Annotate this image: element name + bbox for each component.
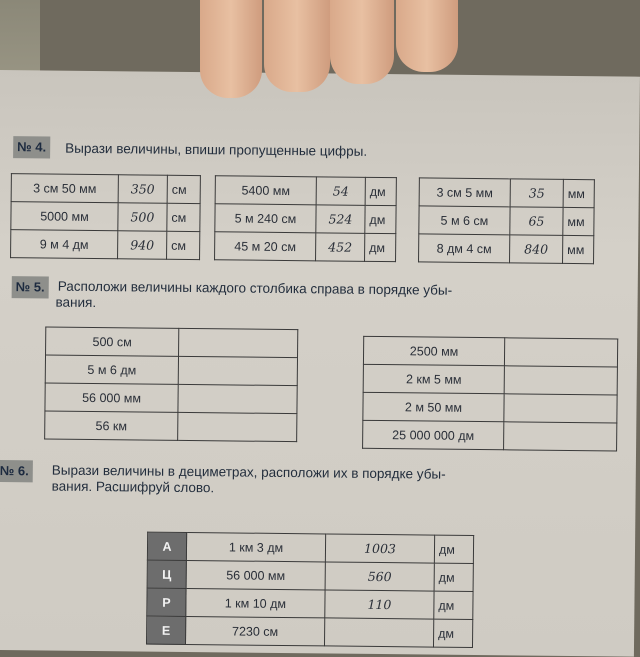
answer-cell[interactable]: 1003 <box>325 534 434 563</box>
table-row <box>45 383 297 414</box>
task5-instruction <box>57 279 452 315</box>
value-cell: 2 км 5 мм <box>363 364 504 393</box>
task6-number: № 6. <box>0 460 33 482</box>
unit-cell: см <box>167 175 200 203</box>
value-cell: 9 м 4 дм <box>11 230 118 259</box>
unit-cell: см <box>167 203 200 231</box>
answer-cell[interactable] <box>324 618 433 647</box>
task6-instruction <box>52 463 446 499</box>
workbook-page <box>0 70 640 657</box>
answer-cell[interactable]: 940 <box>118 231 167 260</box>
value-cell: 5 м 240 см <box>215 204 316 233</box>
answer-cell[interactable]: 560 <box>325 562 434 591</box>
unit-cell: дм <box>365 177 396 205</box>
table-row <box>363 392 617 423</box>
value-cell: 25 000 000 дм <box>363 420 504 449</box>
table-row <box>11 202 200 232</box>
hand-fingers <box>200 0 500 120</box>
value-cell: 2500 мм <box>363 336 504 365</box>
value-cell: 2 м 50 мм <box>363 392 504 421</box>
value-cell: 5400 мм <box>215 176 316 205</box>
answer-cell[interactable] <box>504 366 617 395</box>
answer-cell[interactable] <box>178 412 297 441</box>
value-cell: 56 000 мм <box>45 383 178 412</box>
table-row <box>215 176 396 206</box>
answer-cell[interactable]: 65 <box>510 207 563 236</box>
table-row <box>45 355 297 386</box>
answer-cell[interactable]: 452 <box>316 233 365 262</box>
answer-cell[interactable]: 500 <box>118 203 167 232</box>
table-row <box>45 411 297 442</box>
table-row <box>363 336 617 367</box>
finger <box>200 0 262 98</box>
value-cell: 56 000 мм <box>186 560 325 589</box>
value-cell: 3 см 5 мм <box>419 178 510 207</box>
value-cell: 1 км 10 дм <box>186 588 325 617</box>
unit-cell: мм <box>563 179 594 207</box>
table-row <box>147 532 473 563</box>
task4-table-1 <box>10 173 201 260</box>
finger <box>396 0 458 72</box>
answer-cell[interactable] <box>179 328 298 357</box>
table-row <box>419 178 594 208</box>
unit-cell: дм <box>365 233 396 261</box>
task6-line-2: вания. Расшифруй слово. <box>51 478 215 496</box>
answer-cell[interactable] <box>504 422 617 451</box>
table-row <box>419 206 594 236</box>
task6-table <box>146 532 474 648</box>
table-row <box>11 174 200 204</box>
task4-table-2 <box>214 175 397 262</box>
unit-cell: дм <box>434 563 473 591</box>
answer-cell[interactable]: 110 <box>325 590 434 619</box>
unit-cell: мм <box>563 235 594 263</box>
task5-left-table <box>44 326 298 442</box>
answer-cell[interactable] <box>504 394 617 423</box>
value-cell: 5 м 6 см <box>419 206 510 235</box>
task5-right-table <box>362 336 618 452</box>
value-cell: 7230 см <box>185 616 324 645</box>
answer-cell[interactable] <box>178 384 297 413</box>
unit-cell: дм <box>434 535 473 563</box>
task4-table-3 <box>418 177 595 264</box>
value-cell: 56 км <box>45 411 178 440</box>
letter-cell: Е <box>146 616 185 644</box>
table-row <box>363 364 617 395</box>
value-cell: 8 дм 4 см <box>419 234 510 263</box>
unit-cell: дм <box>433 619 472 647</box>
unit-cell: см <box>167 231 200 259</box>
answer-cell[interactable] <box>178 356 297 385</box>
answer-cell[interactable]: 840 <box>510 235 563 264</box>
answer-cell[interactable] <box>504 338 617 367</box>
table-row <box>419 234 594 264</box>
letter-cell: Ц <box>147 560 186 588</box>
task5-line-2: вания. <box>55 294 97 311</box>
task4-instruction: Вырази величины, впиши пропущенные цифры. <box>65 140 368 159</box>
answer-cell[interactable]: 35 <box>510 179 563 208</box>
answer-cell[interactable]: 350 <box>118 175 167 204</box>
table-row <box>147 560 473 591</box>
letter-cell: Р <box>147 588 186 616</box>
letter-cell: А <box>147 532 186 560</box>
task5-number: № 5. <box>12 276 49 298</box>
answer-cell[interactable]: 524 <box>316 205 365 234</box>
table-row <box>215 204 396 234</box>
table-row <box>11 230 200 260</box>
task5-line-1: Расположи величины каждого столбика справа в порядке убы- <box>57 278 453 298</box>
value-cell: 5 м 6 дм <box>45 355 178 384</box>
table-row <box>363 420 617 451</box>
table-row <box>215 232 396 262</box>
unit-cell: мм <box>563 207 594 235</box>
value-cell: 500 см <box>46 327 179 356</box>
unit-cell: дм <box>365 205 396 233</box>
answer-cell[interactable]: 54 <box>316 177 365 206</box>
finger <box>330 0 394 84</box>
finger <box>264 0 330 92</box>
table-row <box>146 616 472 647</box>
value-cell: 3 см 50 мм <box>11 174 118 203</box>
value-cell: 1 км 3 дм <box>186 532 325 561</box>
table-row <box>147 588 473 619</box>
table-row <box>46 327 298 358</box>
value-cell: 5000 мм <box>11 202 118 231</box>
unit-cell: дм <box>434 591 473 619</box>
value-cell: 45 м 20 см <box>215 232 316 261</box>
task6-line-1: Вырази величины в дециметрах, расположи их в порядке убы- <box>51 462 446 482</box>
task4-number: № 4. <box>13 136 50 158</box>
